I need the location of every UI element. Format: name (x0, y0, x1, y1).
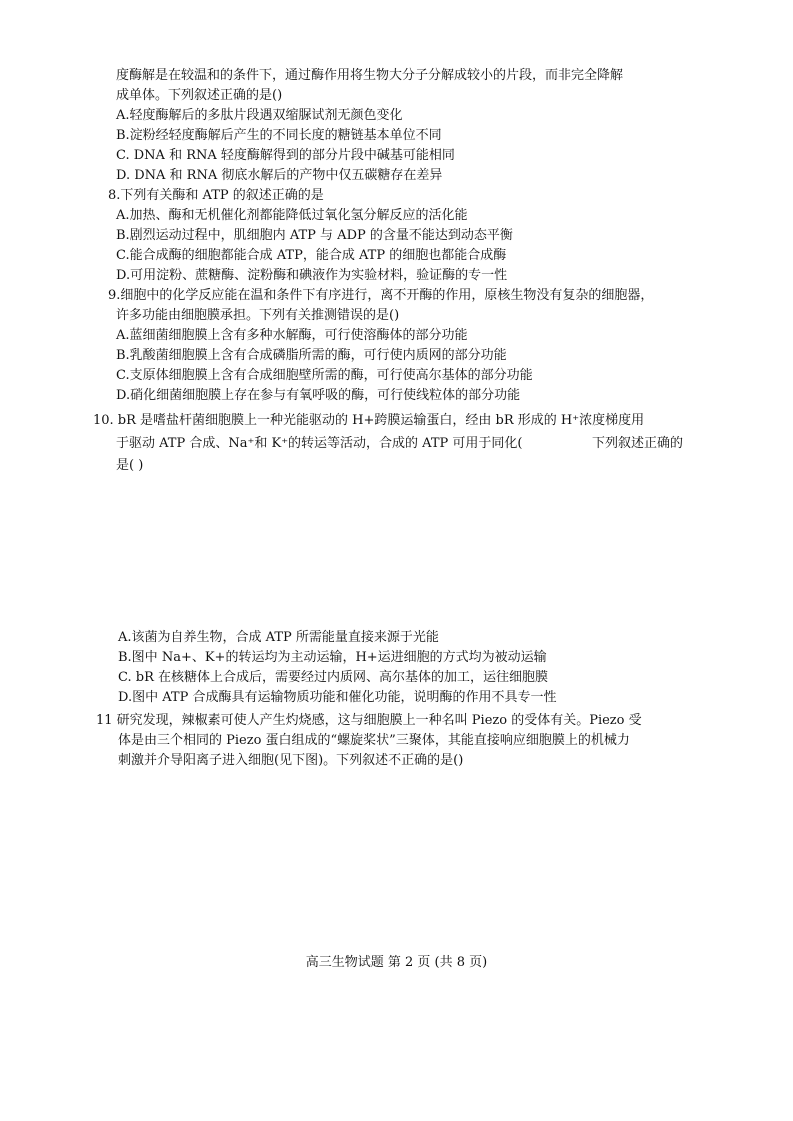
q9-option-b: B.乳酸菌细胞膜上含有合成磷脂所需的酶，可行使内质网的部分功能 (116, 348, 507, 363)
q7-stem-line1: 度酶解是在较温和的条件下，通过酶作用将生物大分子分解成较小的片段，而非完全降解 (116, 68, 624, 83)
q10-option-d: D.图中 ATP 合成酶具有运输物质功能和催化功能，说明酶的作用不具专一性 (118, 690, 557, 705)
q9-option-a: A.蓝细菌细胞膜上含有多种水解酶，可行使溶酶体的部分功能 (116, 328, 468, 343)
q10-option-b: B.图中 Na+、K+的转运均为主动运输，H+运进细胞的方式均为被动运输 (118, 650, 547, 665)
page-footer: 高三生物试题 第 2 页 (共 8 页) (305, 955, 488, 970)
q11-stem-line2: 体是由三个相同的 Piezo 蛋白组成的“螺旋桨状”三聚体，其能直接响应细胞膜上的机械力 (118, 733, 630, 748)
q10-stem-line3: 是( ) (116, 458, 144, 473)
q10-stem-line1: 10. bR 是嗜盐杆菌细胞膜上一种光能驱动的 H+跨膜运输蛋白，经由 bR 形成的 H⁺浓度梯度用 (93, 413, 645, 428)
q7-option-a: A.轻度酶解后的多肽片段遇双缩脲试剂无颜色变化 (116, 108, 403, 123)
q10-option-c: C. bR 在核糖体上合成后，需要经过内质网、高尔基体的加工，运往细胞膜 (118, 670, 548, 685)
q9-option-c: C.支原体细胞膜上含有合成细胞壁所需的酶，可行使高尔基体的部分功能 (116, 368, 533, 383)
q10-stem-line2b: 下列叙述正确的 (592, 436, 684, 451)
q10-figure-area (116, 480, 676, 622)
q7-stem-line2: 成单体。下列叙述正确的是() (116, 88, 283, 103)
q8-option-c: C.能合成酶的细胞都能合成 ATP，能合成 ATP 的细胞也都能合成酶 (116, 248, 507, 263)
q11-stem-line1: 11 研究发现，辣椒素可使人产生灼烧感，这与细胞膜上一种名叫 Piezo 的受体有关。Piezo 受 (96, 713, 642, 728)
q7-option-b: B.淀粉经轻度酶解后产生的不同长度的糖链基本单位不同 (116, 128, 442, 143)
q10-option-a: A.该菌为自养生物，合成 ATP 所需能量直接来源于光能 (118, 630, 439, 645)
q8-stem: 8.下列有关酶和 ATP 的叙述正确的是 (108, 188, 324, 203)
q9-option-d: D.硝化细菌细胞膜上存在参与有氧呼吸的酶，可行使线粒体的部分功能 (116, 388, 521, 403)
q11-stem-line3: 刺激并介导阳离子进入细胞(见下图)。下列叙述不正确的是() (118, 753, 464, 768)
q11-figure-area (118, 776, 678, 941)
q8-option-a: A.加热、酶和无机催化剂都能降低过氧化氢分解反应的活化能 (116, 208, 468, 223)
q10-stem-line2: 于驱动 ATP 合成、Na⁺和 K⁺的转运等活动，合成的 ATP 可用于同化( (116, 436, 523, 451)
q7-option-c: C. DNA 和 RNA 轻度酶解得到的部分片段中碱基可能相同 (116, 148, 455, 163)
q9-stem-line2: 许多功能由细胞膜承担。下列有关推测错误的是() (116, 308, 400, 323)
q8-option-b: B.剧烈运动过程中，肌细胞内 ATP 与 ADP 的含量不能达到动态平衡 (116, 228, 513, 243)
q8-option-d: D.可用淀粉、蔗糖酶、淀粉酶和碘液作为实验材料，验证酶的专一性 (116, 268, 508, 283)
q7-option-d: D. DNA 和 RNA 彻底水解后的产物中仅五碳糖存在差异 (116, 168, 443, 183)
q9-stem-line1: 9.细胞中的化学反应能在温和条件下有序进行，离不开酶的作用，原核生物没有复杂的细胞器， (108, 288, 654, 303)
